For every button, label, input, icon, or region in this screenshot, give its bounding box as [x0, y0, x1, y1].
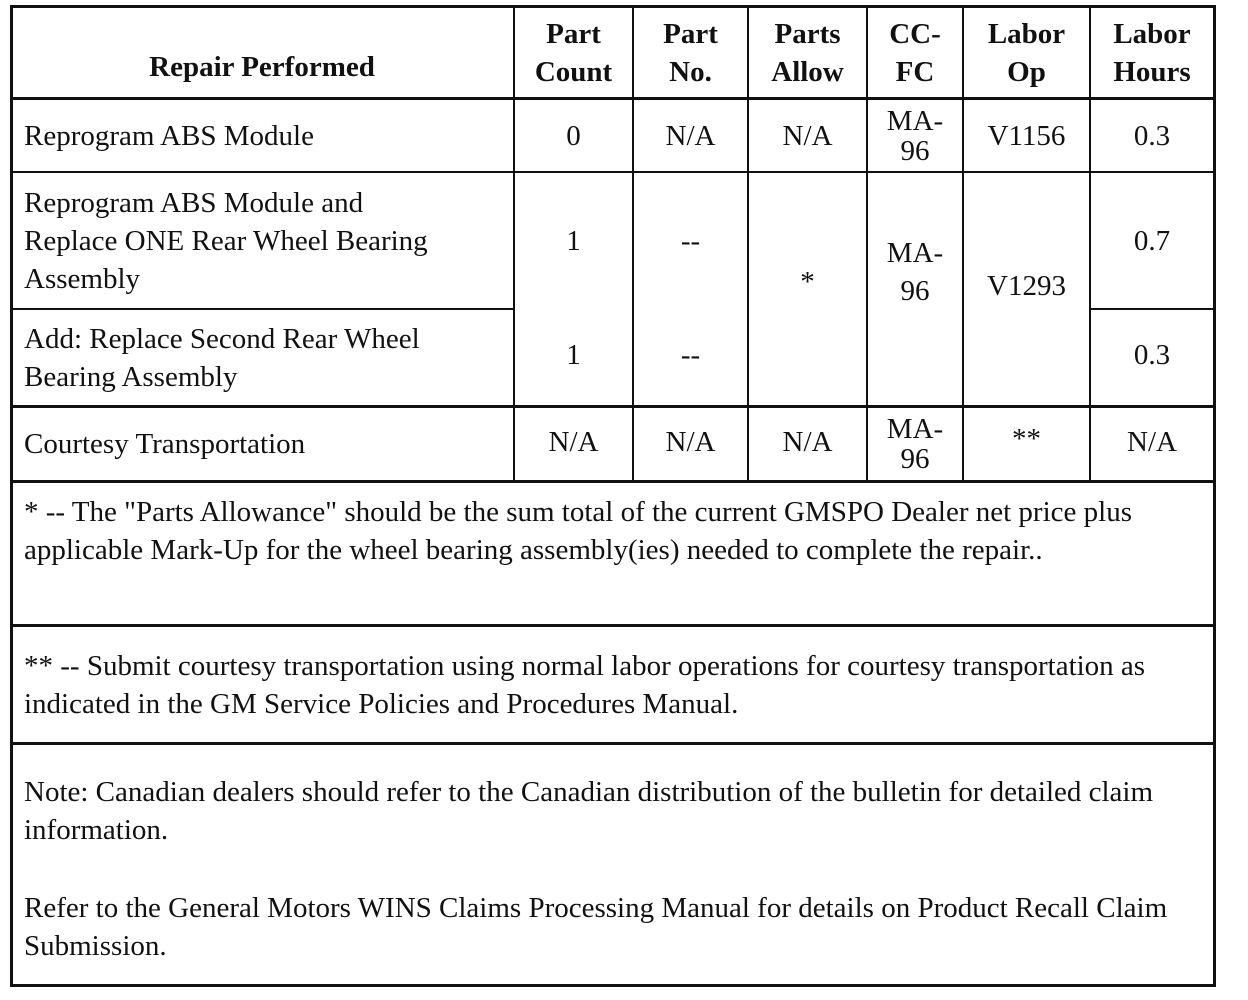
labor-op-cell — [964, 266, 1089, 306]
part-count-value: 1 — [566, 224, 581, 257]
cc-fc-line2: 96 — [900, 275, 930, 307]
parts-allow-cell — [749, 100, 866, 171]
part-count-value: N/A — [548, 426, 599, 458]
canadian-dealers-note: Note: Canadian dealers should refer to the Canadian distribution of the bulletin for detailed claim information. — [24, 776, 1154, 846]
repair-performed-line1: Reprogram ABS Module and — [24, 186, 364, 219]
parts-allow-cell — [749, 408, 866, 476]
part-count-cell — [515, 408, 632, 476]
labor-hours-value: 0.3 — [1133, 339, 1171, 371]
labor-hours-cell — [1091, 310, 1213, 400]
labor-op-cell — [964, 408, 1089, 470]
labor-hours-value: N/A — [1127, 426, 1177, 458]
notes-divider — [10, 624, 1216, 627]
parts-allowance-note: * -- The "Parts Allowance" should be the sum total of the current GMSPO Dealer net price plus applicable Mark-Up for the wheel bearing assembly(ies) needed to complete the repair.. — [24, 496, 1132, 566]
parts-allow-value: N/A — [782, 119, 833, 152]
part-no-cell — [634, 408, 747, 476]
cc-fc-line2: 96 — [900, 443, 930, 475]
labor-op-value: V1293 — [987, 270, 1066, 302]
part-no-value: N/A — [665, 426, 716, 458]
part-no-value: N/A — [665, 119, 716, 152]
part-no-value: -- — [680, 339, 701, 371]
header-parts-allow-line1: Parts — [774, 18, 841, 50]
header-parts-allow — [749, 8, 866, 98]
labor-op-cell — [964, 100, 1089, 171]
part-count-cell — [515, 310, 632, 400]
part-no-cell — [634, 310, 747, 400]
header-labor-hours — [1091, 8, 1213, 98]
table-row-repair — [10, 310, 514, 405]
labor-op-value: ** — [1012, 423, 1041, 455]
labor-op-value: V1156 — [987, 119, 1066, 152]
header-labor-op — [964, 8, 1089, 98]
header-part-count-line2: Count — [534, 56, 613, 88]
header-repair-label: Repair Performed — [149, 51, 375, 83]
header-part-no — [634, 8, 747, 98]
header-cc-fc — [868, 8, 962, 98]
header-part-count — [515, 8, 632, 98]
header-cc-fc-line2: FC — [895, 56, 935, 88]
notes-divider — [10, 742, 1216, 745]
repair-performed-line1: Add: Replace Second Rear Wheel — [24, 322, 420, 355]
parts-allow-cell — [749, 262, 866, 302]
cc-fc-line1: MA- — [886, 104, 944, 137]
header-labor-hours-line1: Labor — [1113, 18, 1191, 50]
header-part-no-line1: Part — [663, 18, 718, 50]
header-parts-allow-line2: Allow — [771, 56, 844, 88]
table-row-repair — [10, 408, 514, 480]
labor-hours-cell — [1091, 408, 1213, 476]
wins-claims-note: Refer to the General Motors WINS Claims Processing Manual for details on Product Recall Claim Submission. — [24, 892, 1168, 962]
part-no-cell — [634, 173, 747, 308]
table-notes-divider — [10, 480, 1216, 483]
cc-fc-cell — [868, 408, 962, 480]
repair-performed-text: Reprogram ABS Module — [24, 119, 314, 152]
repair-performed-line2: Replace ONE Rear Wheel Bearing — [24, 224, 428, 257]
parts-allow-value: * — [800, 266, 815, 298]
table-row-repair — [10, 100, 514, 171]
cc-fc-line1: MA- — [886, 413, 944, 445]
part-no-cell — [634, 100, 747, 171]
part-count-cell — [515, 173, 632, 308]
cc-fc-cell — [868, 234, 962, 310]
cc-fc-cell — [868, 100, 962, 171]
header-labor-op-line1: Labor — [987, 18, 1066, 50]
header-cc-fc-line1: CC- — [889, 18, 941, 50]
labor-hours-cell — [1091, 173, 1213, 308]
header-part-no-line2: No. — [669, 56, 712, 88]
header-labor-hours-line2: Hours — [1113, 56, 1191, 88]
cc-fc-line1: MA- — [886, 237, 944, 269]
repair-performed-text: Courtesy Transportation — [24, 428, 306, 460]
repair-performed-line3: Assembly — [24, 262, 140, 295]
part-count-cell — [515, 100, 632, 171]
part-no-value: -- — [680, 224, 701, 257]
header-part-count-line1: Part — [546, 18, 601, 50]
labor-hours-value: 0.7 — [1133, 224, 1171, 257]
header-repair-performed — [10, 8, 514, 98]
cc-fc-line2: 96 — [900, 134, 930, 167]
courtesy-transportation-note: ** -- Submit courtesy transportation using normal labor operations for courtesy transportation as indicated in the GM Service Policies and Procedures Manual. — [24, 650, 1146, 720]
parts-allow-value: N/A — [782, 426, 833, 458]
header-labor-op-line2: Op — [1007, 56, 1046, 88]
labor-hours-value: 0.3 — [1133, 119, 1171, 152]
part-count-value: 0 — [566, 119, 581, 152]
table-row-repair — [10, 173, 514, 308]
repair-performed-line2: Bearing Assembly — [24, 360, 238, 393]
part-count-value: 1 — [566, 339, 581, 371]
labor-hours-cell — [1091, 100, 1213, 171]
